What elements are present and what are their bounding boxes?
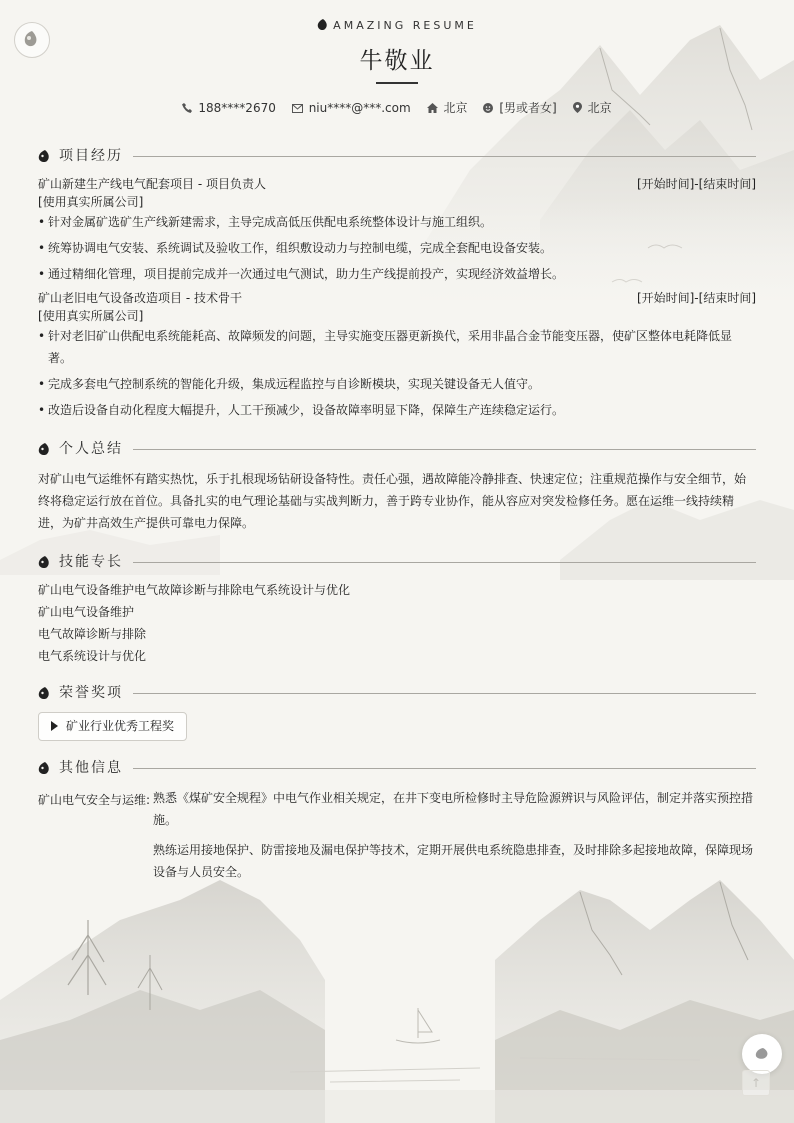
resume-name: 牛敬业 (359, 48, 435, 74)
award-label: 矿业行业优秀工程奖 (66, 719, 175, 733)
summary-text: 对矿山电气运维怀有踏实热忱，乐于扎根现场钻研设备特性。责任心强，遇故障能冷静排查、快速定位；注重规范操作与安全细节，始终将稳定运行放在首位。具备扎实的电气理论基础与实战判断力，善于跨专业协作，能从容应对突发检修任务。愿在运维一线持续精进，为矿井高效生产提供可靠电力保障。 (38, 472, 747, 530)
project-name: 矿山新建生产线电气配套项目 - 项目负责人 (38, 177, 266, 191)
play-triangle-icon (51, 721, 58, 731)
brand-header (0, 19, 794, 34)
list-item: • 针对老旧矿山供配电系统能耗高、故障频发的问题，主导实施变压器更新换代，采用非晶合金节能变压器，使矿区整体电耗降低显著。 (38, 325, 738, 369)
assistant-floating-button[interactable] (742, 1034, 782, 1074)
section-title-projects: 项目经历 (38, 146, 756, 166)
project-company: [使用真实所属公司] (38, 309, 144, 323)
section-rule (133, 768, 756, 769)
section-title-honors: 荣誉奖项 (38, 683, 756, 703)
project-name: 矿山老旧电气设备改造项目 - 技术骨干 (38, 291, 242, 305)
project-time: [开始时间]-[结束时间] (636, 177, 756, 191)
ink-drop-icon (317, 19, 328, 34)
phone-icon (182, 103, 192, 113)
contact-phone: 188****2670 (182, 101, 275, 115)
section-title-skills: 技能专长 (38, 552, 756, 572)
section-rule (133, 693, 756, 694)
ink-drop-icon (38, 443, 50, 456)
award-item[interactable] (38, 712, 187, 741)
contact-gender: [男或者女] (483, 99, 556, 116)
project-1-header (38, 175, 756, 193)
list-item: • 统筹协调电气安装、系统调试及验收工作，组织敷设动力与控制电缆，完成全套配电设备安装。 (38, 237, 738, 259)
contact-location: 北京 (573, 99, 612, 116)
ink-drop-icon (38, 762, 50, 775)
list-item: • 改造后设备自动化程度大幅提升，人工干预减少，设备故障率明显下降，保障生产连续稳定运行。 (38, 399, 738, 421)
section-rule (133, 449, 756, 450)
project-company: [使用真实所属公司] (38, 195, 144, 209)
other-info-paragraph: 熟练运用接地保护、防雷接地及漏电保护等技术，定期开展供电系统隐患排查，及时排除多起接地故障，保障现场设备与人员安全。 (153, 843, 754, 879)
name-underline (376, 82, 418, 84)
skill-item: 矿山电气设备维护电气故障诊断与排除电气系统设计与优化 (38, 583, 351, 597)
gender-icon (483, 103, 493, 113)
section-rule (133, 562, 756, 563)
skill-item: 电气故障诊断与排除 (38, 627, 147, 641)
project-time: [开始时间]-[结束时间] (636, 291, 756, 305)
home-icon (427, 103, 438, 113)
list-item: • 通过精细化管理，项目提前完成并一次通过电气测试，助力生产线提前投产，实现经济效益增长。 (38, 263, 738, 285)
ink-drop-icon (38, 687, 50, 700)
contact-bar (0, 99, 794, 116)
skill-item: 矿山电气设备维护 (38, 605, 135, 619)
ink-drop-icon (38, 150, 50, 163)
project-2-header (38, 289, 756, 307)
section-rule (133, 156, 756, 157)
mail-icon (292, 104, 303, 113)
back-to-top-button[interactable]: ↑ (742, 1070, 770, 1096)
location-icon (573, 102, 582, 113)
other-info-paragraph: 熟悉《煤矿安全规程》中电气作业相关规定，在井下变电所检修时主导危险源辨识与风险评估，制定并落实预控措施。 (153, 791, 754, 827)
section-title-other: 其他信息 (38, 758, 756, 778)
list-item: • 完成多套电气控制系统的智能化升级，集成远程监控与自诊断模块，实现关键设备无人值守。 (38, 373, 738, 395)
list-item: • 针对金属矿选矿生产线新建需求，主导完成高低压供配电系统整体设计与施工组织。 (38, 211, 738, 233)
ink-drop-icon (38, 556, 50, 569)
contact-email: niu****@***.com (292, 101, 411, 115)
section-title-summary: 个人总结 (38, 439, 756, 459)
skill-item: 电气系统设计与优化 (38, 649, 147, 663)
brand-title: AMAZING RESUME (333, 19, 477, 32)
contact-hometown: 北京 (427, 99, 468, 116)
ink-drop-icon (755, 1048, 769, 1060)
other-info-label: 矿山电气安全与运维: (38, 793, 151, 807)
